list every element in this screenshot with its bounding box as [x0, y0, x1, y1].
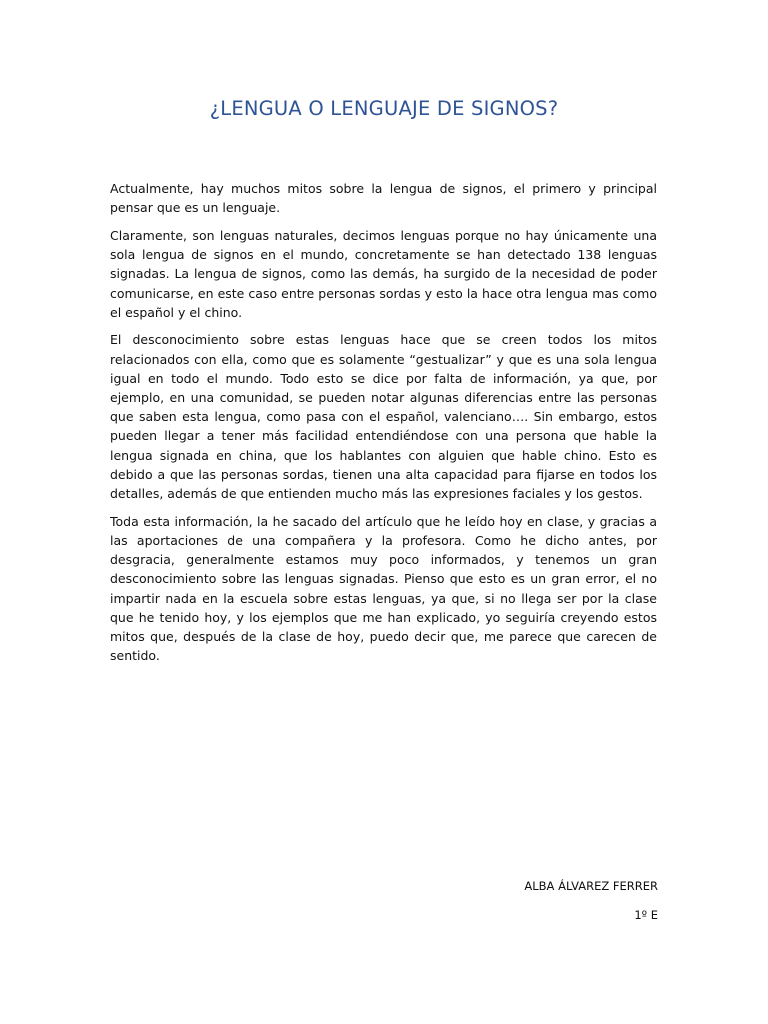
paragraph-2: Claramente, son lenguas naturales, decimos lenguas porque no hay únicamente una sola lengua de signos en el mundo, concretamente se han detectado 138 lenguas signadas. La lengua de signos, como las demás, ha surgido de la necesidad de poder comunicarse, en este caso entre personas sordas y esto la hace otra lengua mas como el español y el chino.: [110, 227, 657, 320]
class-label: 1º E: [634, 908, 658, 922]
document-title: ¿LENGUA O LENGUAJE DE SIGNOS?: [209, 97, 559, 120]
paragraph-1: Actualmente, hay muchos mitos sobre la lengua de signos, el primero y principal pensar que es un lenguaje.: [110, 181, 657, 216]
paragraph-4: Toda esta información, la he sacado del artículo que he leído hoy en clase, y gracias a las aportaciones de una compañera y la profesora. Como he dicho antes, por desgracia, generalmente estamos muy poco informados, y tenemos un gran desconocimiento sobre las lenguas signadas. Pienso que esto es un gran error, el no impartir nada en la escuela sobre estas lenguas, ya que, si no llega ser por la clase que he tenido hoy, y los ejemplos que me han explicado, yo seguiría creyendo estos mitos que, después de la clase de hoy, puedo decir que, me parece que carecen de sentido.: [110, 513, 657, 664]
paragraph-3: El desconocimiento sobre estas lenguas hace que se creen todos los mitos relacionados con ella, como que es solamente “gestualizar” y que es una sola lengua igual en todo el mundo. Todo esto se dice por falta de información, ya que, por ejemplo, en una comunidad, se pueden notar algunas diferencias entre las personas que saben esta lengua, como pasa con el español, valenciano…. Sin embargo, estos pueden llegar a tener más facilidad entendiéndose con una persona que hable la lengua signada en china, que los hablantes con alguien que hable chino. Esto es debido a que las personas sordas, tienen una alta capacidad para fijarse en todos los detalles, además de que entienden mucho más las expresiones faciales y los gestos.: [110, 332, 657, 502]
document-body: [110, 179, 657, 674]
author-name: ALBA ÁLVAREZ FERRER: [524, 879, 658, 893]
